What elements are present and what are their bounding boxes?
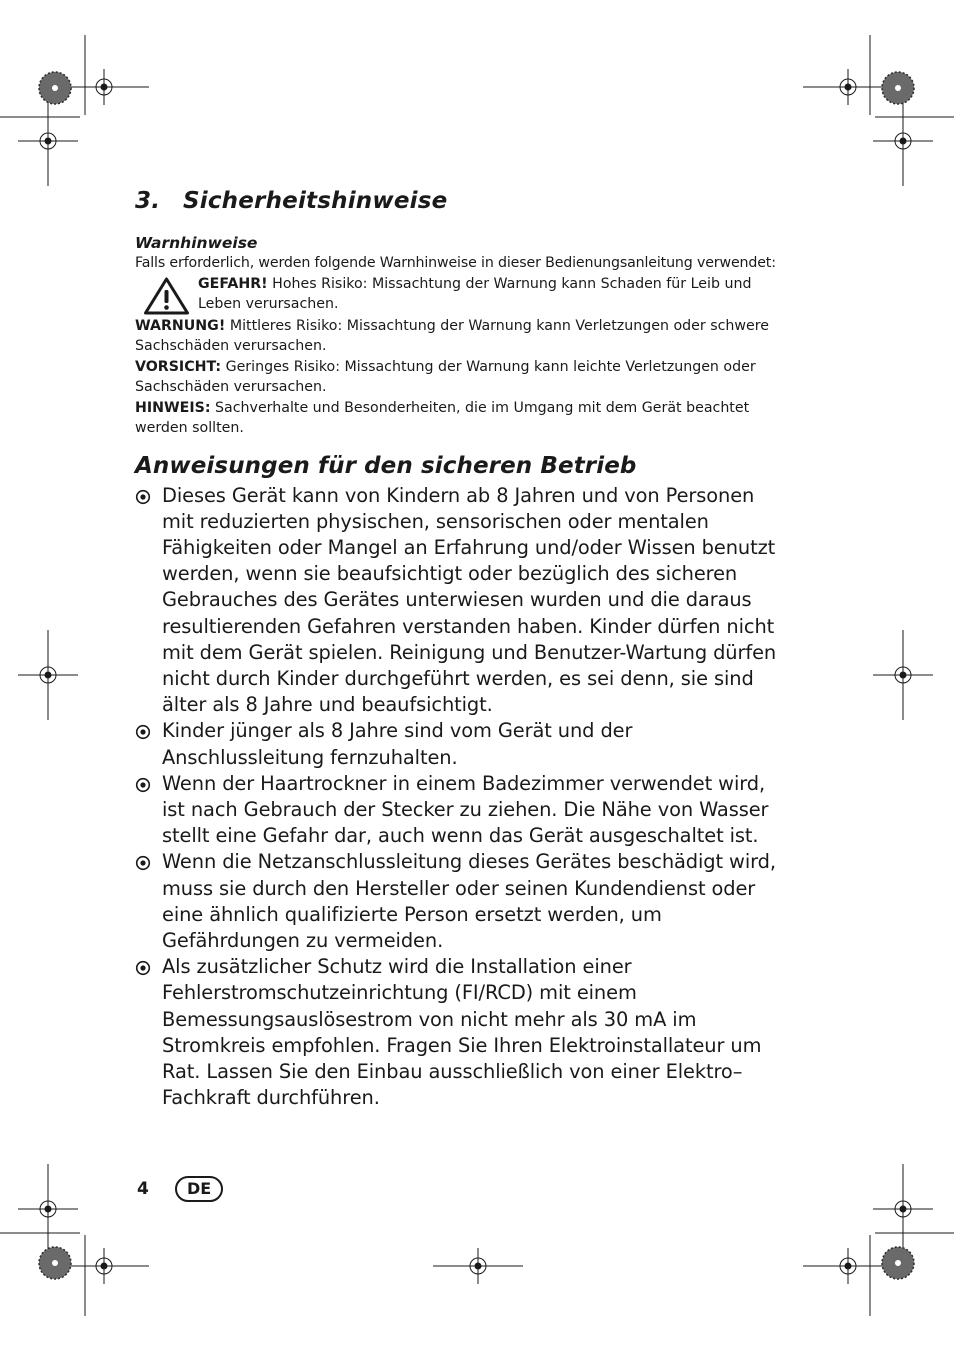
warning-label: WARNUNG!: [135, 317, 226, 334]
warning-triangle-icon: [135, 276, 198, 316]
list-item-text: Dieses Gerät kann von Kindern ab 8 Jahren und von Personen mit reduzierten physischen, sensorischen oder mentalen Fähigkeiten oder Mangel an Erfahrung und/oder Wissen benutzt werden, wenn sie beaufsichtigt oder bezüglich des sicheren Gebrauches des Gerätes unterwiesen wurden und die daraus resultierenden Gefahren verstanden haben. Kinder dürfen nicht mit dem Gerät spielen. Reinigung und Benutzer-Wartung dürfen nicht durch Kinder durchgeführt werden, es sei denn, sie sind älter als 8 Jahre und beaufsichtigt.: [162, 483, 777, 717]
list-item-text: Als zusätzlicher Schutz wird die Installation einer Fehlerstromschutzeinrichtung (FI/RCD) mit einem Bemessungsauslösestrom von nicht mehr als 30 mA im Stromkreis empfohlen. Fragen Sie Ihren Elektroinstallateur um Rat. Lassen Sie den Einbau ausschließlich von einer Elektro–Fachkraft durchführen.: [162, 955, 762, 1110]
circled-dot-bullet-icon: [135, 777, 151, 793]
list-item-text: Wenn die Netzanschlussleitung dieses Gerätes beschädigt wird, muss sie durch den Hersteller oder seinen Kundendienst oder eine ähnlich qualifizierte Person ersetzt werden, um Gefährdungen zu vermeiden.: [162, 850, 776, 952]
hint-description: Sachverhalte und Besonderheiten, die im Umgang mit dem Gerät beachtet werden sollten.: [135, 399, 750, 436]
circled-dot-bullet-icon: [135, 489, 151, 505]
circled-dot-bullet-icon: [135, 855, 151, 871]
section-number: 3.: [135, 188, 161, 214]
danger-text: [198, 274, 791, 315]
warnings-heading: Warnhinweise: [135, 234, 258, 252]
caution-description: Geringes Risiko: Missachtung der Warnung kann leichte Verletzungen oder Sachschäden verursachen.: [135, 358, 756, 395]
page-footer: [137, 1176, 223, 1202]
caution-label: VORSICHT:: [135, 358, 222, 375]
list-item: [135, 483, 791, 719]
page-number: 4: [137, 1179, 149, 1199]
list-item: [135, 718, 791, 770]
safe-operation-list: [135, 483, 791, 1112]
warning-description: Mittleres Risiko: Missachtung der Warnung kann Verletzungen oder schwere Sachschäden verursachen.: [135, 317, 769, 354]
list-item: [135, 771, 791, 850]
list-item-text: Wenn der Haartrockner in einem Badezimmer verwendet wird, ist nach Gebrauch der Stecker zu ziehen. Die Nähe von Wasser stellt eine Gefahr dar, auch wenn das Gerät ausgeschaltet ist.: [162, 771, 769, 848]
list-item: [135, 954, 791, 1111]
section-title-text: Sicherheitshinweise: [183, 188, 448, 214]
list-item-text: Kinder jünger als 8 Jahre sind vom Gerät und der Anschlussleitung fernzuhalten.: [162, 719, 633, 769]
circled-dot-bullet-icon: [135, 724, 151, 740]
caution-notice: [135, 357, 791, 398]
danger-notice: [135, 274, 791, 316]
page-content: [135, 188, 791, 1111]
section-title: [135, 188, 791, 214]
warning-notice: [135, 316, 791, 357]
danger-description: Hohes Risiko: Missachtung der Warnung kann Schaden für Leib und Leben verursachen.: [198, 275, 752, 312]
danger-label: GEFAHR!: [198, 275, 268, 292]
hint-notice: [135, 398, 791, 439]
list-item: [135, 849, 791, 954]
warnings-intro: Falls erforderlich, werden folgende Warnhinweise in dieser Bedienungsanleitung verwendet:: [135, 255, 776, 271]
hint-label: HINWEIS:: [135, 399, 211, 416]
safe-operation-title: Anweisungen für den sicheren Betrieb: [135, 452, 637, 479]
language-badge: DE: [175, 1176, 223, 1202]
circled-dot-bullet-icon: [135, 960, 151, 976]
